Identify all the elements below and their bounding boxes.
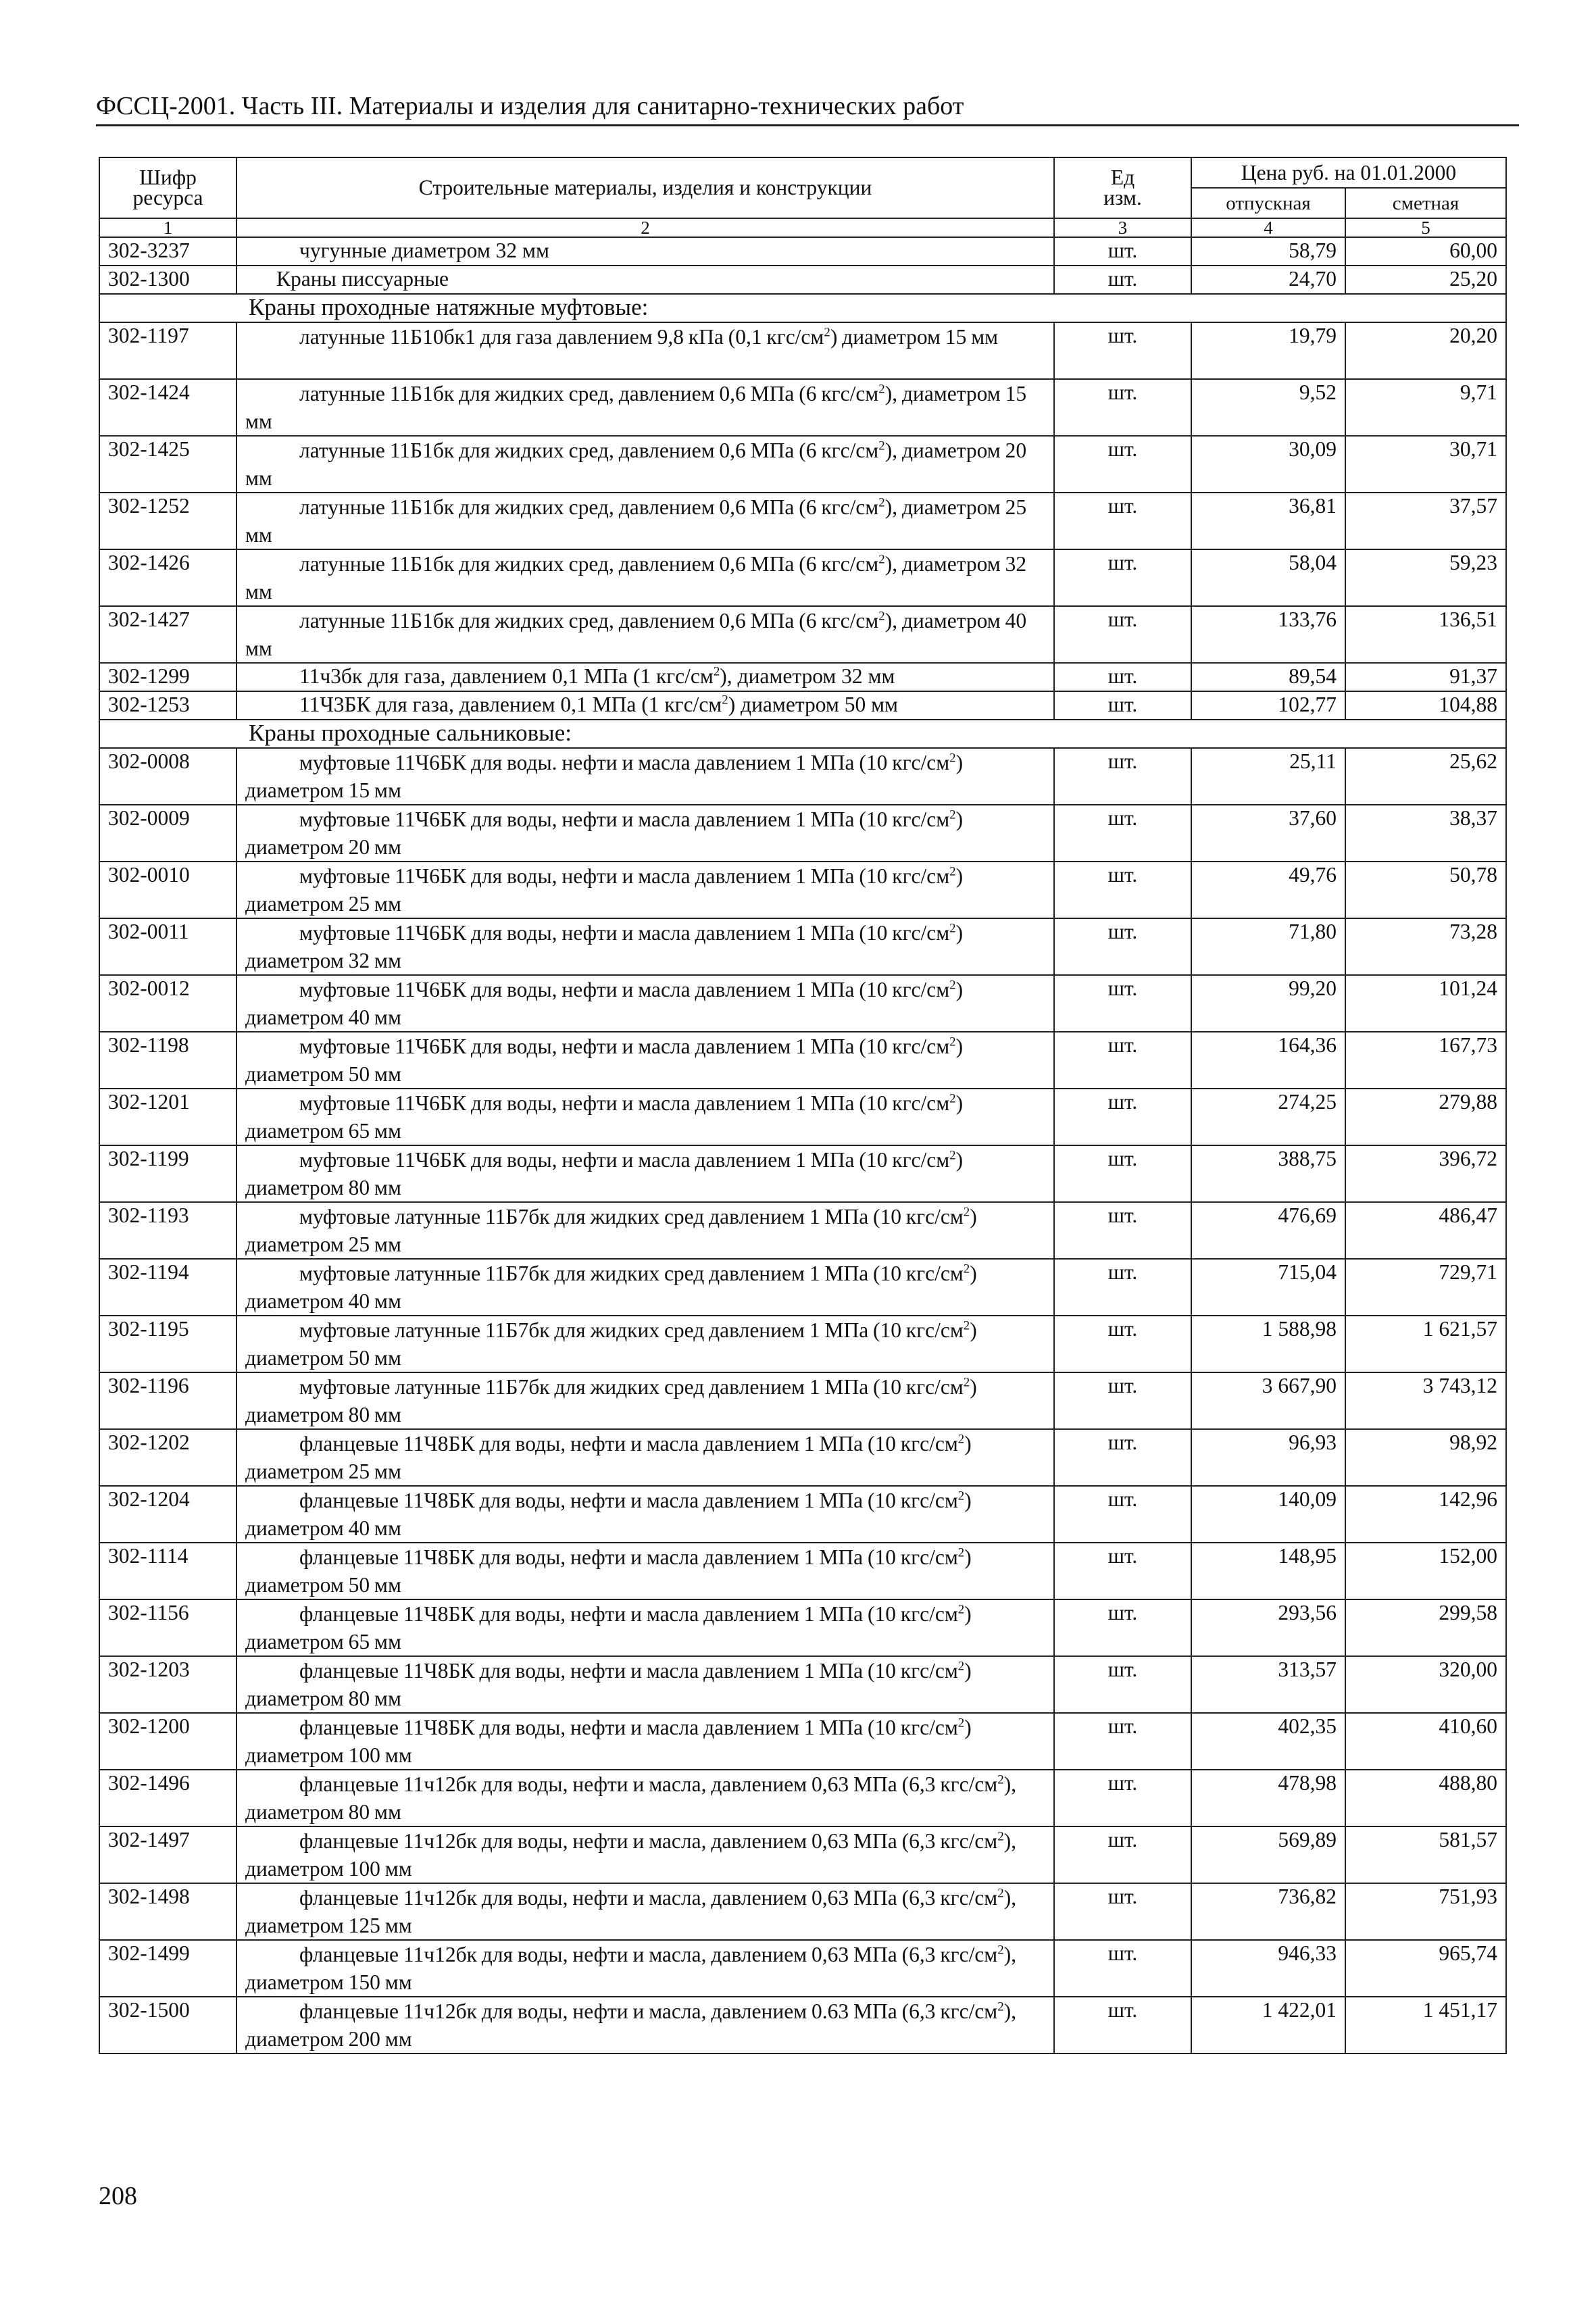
- header-estimate-price: сметная: [1345, 188, 1506, 218]
- table-row: [99, 1826, 1506, 1883]
- table-row: [99, 1145, 1506, 1202]
- cell-estimate-price: 1 621,57: [1345, 1316, 1506, 1372]
- cell-code: 302-1203: [99, 1656, 236, 1713]
- table-row: [99, 1656, 1506, 1713]
- cell-code: 302-0011: [99, 918, 236, 975]
- cell-unit: шт.: [1054, 1997, 1191, 2053]
- cell-name-text: 11Ч3БК для газа, давлением 0,1 МПа (1 кгс/$см^2$) диаметром 50 мм: [299, 693, 898, 716]
- cell-code: 302-0012: [99, 975, 236, 1032]
- cell-release-price: 37,60: [1191, 805, 1345, 862]
- cell-code: 302-0010: [99, 862, 236, 918]
- cell-name: [236, 1372, 1054, 1429]
- cell-code: 302-0009: [99, 805, 236, 862]
- table-row: [99, 1089, 1506, 1145]
- cell-name: [236, 691, 1054, 720]
- cell-estimate-price: 3 743,12: [1345, 1372, 1506, 1429]
- cell-name-text: фланцевые 11Ч8БК для воды, нефти и масла давлением 1 МПа (10 кгс/$см^2$) диаметром 65 мм: [245, 1602, 972, 1653]
- table-row: [99, 1202, 1506, 1259]
- cell-name: [236, 493, 1054, 549]
- table-row: [99, 975, 1506, 1032]
- section-title: Краны проходные натяжные муфтовые:: [249, 294, 649, 320]
- cell-name: [236, 1713, 1054, 1770]
- cell-code: 302-1202: [99, 1429, 236, 1486]
- cell-name: [236, 1770, 1054, 1826]
- cell-unit: шт.: [1054, 1145, 1191, 1202]
- cell-estimate-price: 751,93: [1345, 1883, 1506, 1940]
- header-price-group: Цена руб. на 01.01.2000: [1191, 157, 1506, 188]
- cell-unit: шт.: [1054, 1543, 1191, 1599]
- cell-name: [236, 1656, 1054, 1713]
- table-row: [99, 549, 1506, 606]
- cell-release-price: 148,95: [1191, 1543, 1345, 1599]
- table-row: [99, 606, 1506, 663]
- cell-unit: шт.: [1054, 1940, 1191, 1997]
- table-row: [99, 237, 1506, 266]
- cell-name-text: латунные 11Б1бк для жидких сред, давлением 0,6 МПа (6 кгс/$см^2$), диаметром 32 мм: [245, 552, 1027, 603]
- cell-name-text: муфтовые 11Ч6БК для воды. нефти и масла давлением 1 МПа (10 кгс/$см^2$) диаметром 15 мм: [245, 751, 964, 802]
- table-row: [99, 1486, 1506, 1543]
- cell-release-price: 25,11: [1191, 748, 1345, 805]
- cell-unit: шт.: [1054, 379, 1191, 436]
- column-number: 4: [1191, 218, 1345, 237]
- cell-estimate-price: 98,92: [1345, 1429, 1506, 1486]
- cell-code: 302-1201: [99, 1089, 236, 1145]
- table-body-top: [99, 237, 1506, 322]
- cell-code: 302-1424: [99, 379, 236, 436]
- cell-name-text: муфтовые 11Ч6БК для воды, нефти и масла давлением 1 МПа (10 кгс/$см^2$) диаметром 20 мм: [245, 807, 964, 859]
- cell-release-price: 1 588,98: [1191, 1316, 1345, 1372]
- cell-release-price: 293,56: [1191, 1599, 1345, 1656]
- cell-estimate-price: 410,60: [1345, 1713, 1506, 1770]
- cell-name-text: латунные 11Б1бк для жидких сред, давлением 0,6 МПа (6 кгс/$см^2$), диаметром 40 мм: [245, 609, 1027, 660]
- cell-name: [236, 1543, 1054, 1599]
- cell-estimate-price: 104,88: [1345, 691, 1506, 720]
- column-number: 1: [99, 218, 236, 237]
- cell-release-price: 1 422,01: [1191, 1997, 1345, 2053]
- cell-name-text: муфтовые латунные 11Б7бк для жидких сред давлением 1 МПа (10 кгс/$см^2$) диаметром 80 мм: [245, 1375, 977, 1426]
- cell-estimate-price: 25,62: [1345, 748, 1506, 805]
- cell-estimate-price: 9,71: [1345, 379, 1506, 436]
- cell-estimate-price: 152,00: [1345, 1543, 1506, 1599]
- header-code: Шифр ресурса: [99, 157, 236, 218]
- cell-release-price: 133,76: [1191, 606, 1345, 663]
- cell-code: 302-1199: [99, 1145, 236, 1202]
- cell-name-text: латунные 11Б1бк для жидких сред, давлением 0,6 МПа (6 кгс/$см^2$), диаметром 25 мм: [245, 495, 1027, 547]
- cell-unit: шт.: [1054, 1486, 1191, 1543]
- cell-code: 302-1427: [99, 606, 236, 663]
- cell-code: 302-1498: [99, 1883, 236, 1940]
- cell-estimate-price: 167,73: [1345, 1032, 1506, 1089]
- cell-unit: шт.: [1054, 663, 1191, 691]
- cell-code: 302-1500: [99, 1997, 236, 2053]
- page-header: ФССЦ-2001. Часть III. Материалы и изделия для санитарно-технических работ: [96, 91, 1519, 126]
- cell-name: [236, 549, 1054, 606]
- cell-estimate-price: 136,51: [1345, 606, 1506, 663]
- cell-unit: шт.: [1054, 1202, 1191, 1259]
- cell-code: 302-1200: [99, 1713, 236, 1770]
- cell-unit: шт.: [1054, 862, 1191, 918]
- column-number: 3: [1054, 218, 1191, 237]
- cell-estimate-price: 59,23: [1345, 549, 1506, 606]
- cell-release-price: 9,52: [1191, 379, 1345, 436]
- table-row: [99, 1770, 1506, 1826]
- cell-unit: шт.: [1054, 436, 1191, 493]
- column-numbers-row: [99, 218, 1506, 237]
- cell-name: [236, 1316, 1054, 1372]
- cell-name-text: чугунные диаметром 32 мм: [299, 239, 549, 262]
- cell-name: [236, 1883, 1054, 1940]
- cell-unit: шт.: [1054, 1656, 1191, 1713]
- cell-unit: шт.: [1054, 1713, 1191, 1770]
- cell-name-text: муфтовые 11Ч6БК для воды, нефти и масла давлением 1 МПа (10 кгс/$см^2$) диаметром 25 мм: [245, 864, 964, 916]
- cell-name-text: латунные 11Б10бк1 для газа давлением 9,8 кПа (0,1 кгс/$см^2$) диаметром 15 мм: [299, 325, 999, 349]
- cell-estimate-price: 20,20: [1345, 322, 1506, 379]
- cell-estimate-price: 486,47: [1345, 1202, 1506, 1259]
- cell-estimate-price: 101,24: [1345, 975, 1506, 1032]
- cell-release-price: 715,04: [1191, 1259, 1345, 1316]
- cell-unit: шт.: [1054, 237, 1191, 266]
- cell-unit: шт.: [1054, 748, 1191, 805]
- cell-estimate-price: 299,58: [1345, 1599, 1506, 1656]
- cell-release-price: 3 667,90: [1191, 1372, 1345, 1429]
- cell-estimate-price: 396,72: [1345, 1145, 1506, 1202]
- section-header-row: [99, 294, 1506, 322]
- cell-name-text: фланцевые 11ч12бк для воды, нефти и масла, давлением 0,63 МПа (6,3 кгс/$см^2$), диаметром 125 мм: [245, 1886, 1017, 1937]
- cell-release-price: 478,98: [1191, 1770, 1345, 1826]
- cell-name: [236, 918, 1054, 975]
- cell-release-price: 96,93: [1191, 1429, 1345, 1486]
- cell-estimate-price: 73,28: [1345, 918, 1506, 975]
- cell-code: 302-1426: [99, 549, 236, 606]
- cell-estimate-price: 30,71: [1345, 436, 1506, 493]
- table-row: [99, 1713, 1506, 1770]
- cell-release-price: 102,77: [1191, 691, 1345, 720]
- cell-name-text: фланцевые 11ч12бк для воды, нефти и масла, давлением 0,63 МПа (6,3 кгс/$см^2$), диаметром 100 мм: [245, 1829, 1017, 1881]
- cell-name: [236, 436, 1054, 493]
- cell-release-price: 476,69: [1191, 1202, 1345, 1259]
- cell-code: 302-1197: [99, 322, 236, 379]
- cell-unit: шт.: [1054, 1316, 1191, 1372]
- cell-estimate-price: 965,74: [1345, 1940, 1506, 1997]
- cell-release-price: 24,70: [1191, 266, 1345, 294]
- table-row: [99, 748, 1506, 805]
- column-number: 5: [1345, 218, 1506, 237]
- cell-unit: шт.: [1054, 1826, 1191, 1883]
- cell-unit: шт.: [1054, 1429, 1191, 1486]
- cell-release-price: 402,35: [1191, 1713, 1345, 1770]
- cell-name-text: муфтовые 11Ч6БК для воды, нефти и масла давлением 1 МПа (10 кгс/$см^2$) диаметром 50 мм: [245, 1035, 964, 1086]
- cell-name: [236, 975, 1054, 1032]
- cell-name: [236, 606, 1054, 663]
- cell-name-text: Краны писсуарные: [276, 267, 449, 291]
- cell-name: [236, 1259, 1054, 1316]
- cell-name: [236, 1089, 1054, 1145]
- cell-estimate-price: 320,00: [1345, 1656, 1506, 1713]
- cell-unit: шт.: [1054, 1259, 1191, 1316]
- table-row: [99, 1372, 1506, 1429]
- column-number: 2: [236, 218, 1054, 237]
- cell-code: 302-1499: [99, 1940, 236, 1997]
- table-row: [99, 266, 1506, 294]
- cell-code: 302-1114: [99, 1543, 236, 1599]
- table-row: [99, 1997, 1506, 2053]
- table-row: [99, 379, 1506, 436]
- cell-code: 302-1497: [99, 1826, 236, 1883]
- cell-code: 302-1198: [99, 1032, 236, 1089]
- cell-release-price: 313,57: [1191, 1656, 1345, 1713]
- table-body-section-2: [99, 748, 1506, 2053]
- cell-release-price: 19,79: [1191, 322, 1345, 379]
- cell-name: [236, 748, 1054, 805]
- cell-name: [236, 1486, 1054, 1543]
- cell-release-price: 58,04: [1191, 549, 1345, 606]
- cell-name-text: латунные 11Б1бк для жидких сред, давлением 0,6 МПа (6 кгс/$см^2$), диаметром 20 мм: [245, 439, 1027, 490]
- cell-unit: шт.: [1054, 266, 1191, 294]
- table-row: [99, 691, 1506, 720]
- cell-name: [236, 1202, 1054, 1259]
- table-row: [99, 1883, 1506, 1940]
- cell-name: [236, 805, 1054, 862]
- cell-estimate-price: 581,57: [1345, 1826, 1506, 1883]
- section-header-row: [99, 720, 1506, 748]
- cell-name: [236, 237, 1054, 266]
- cell-name-text: 11ч3бк для газа, давлением 0,1 МПа (1 кгс/$см^2$), диаметром 32 мм: [299, 664, 895, 688]
- cell-release-price: 36,81: [1191, 493, 1345, 549]
- cell-release-price: 569,89: [1191, 1826, 1345, 1883]
- table-row: [99, 1543, 1506, 1599]
- cell-estimate-price: 60,00: [1345, 237, 1506, 266]
- cell-name-text: фланцевые 11Ч8БК для воды, нефти и масла давлением 1 МПа (10 кгс/$см^2$) диаметром 25 мм: [245, 1432, 972, 1483]
- cell-unit: шт.: [1054, 549, 1191, 606]
- cell-estimate-price: 37,57: [1345, 493, 1506, 549]
- cell-code: 302-1156: [99, 1599, 236, 1656]
- cell-name: [236, 1032, 1054, 1089]
- cell-code: 302-1299: [99, 663, 236, 691]
- cell-code: 302-1204: [99, 1486, 236, 1543]
- cell-name-text: латунные 11Б1бк для жидких сред, давлением 0,6 МПа (6 кгс/$см^2$), диаметром 15 мм: [245, 382, 1027, 433]
- cell-unit: шт.: [1054, 322, 1191, 379]
- cell-name: [236, 862, 1054, 918]
- cell-release-price: 736,82: [1191, 1883, 1345, 1940]
- cell-name: [236, 1826, 1054, 1883]
- cell-name: [236, 663, 1054, 691]
- cell-code: 302-0008: [99, 748, 236, 805]
- cell-name: [236, 1429, 1054, 1486]
- table-header-row: [99, 157, 1506, 188]
- cell-name: [236, 1145, 1054, 1202]
- table-row: [99, 1316, 1506, 1372]
- cell-name-text: фланцевые 11Ч8БК для воды, нефти и масла давлением 1 МПа (10 кгс/$см^2$) диаметром 100 мм: [245, 1716, 972, 1767]
- cell-estimate-price: 38,37: [1345, 805, 1506, 862]
- cell-release-price: 946,33: [1191, 1940, 1345, 1997]
- cell-estimate-price: 1 451,17: [1345, 1997, 1506, 2053]
- cell-unit: шт.: [1054, 1599, 1191, 1656]
- cell-unit: шт.: [1054, 1089, 1191, 1145]
- table-row: [99, 1599, 1506, 1656]
- cell-release-price: 140,09: [1191, 1486, 1345, 1543]
- cell-estimate-price: 488,80: [1345, 1770, 1506, 1826]
- cell-unit: шт.: [1054, 805, 1191, 862]
- cell-unit: шт.: [1054, 918, 1191, 975]
- cell-unit: шт.: [1054, 1883, 1191, 1940]
- cell-unit: шт.: [1054, 1032, 1191, 1089]
- table-body-section-1: [99, 322, 1506, 720]
- cell-release-price: 99,20: [1191, 975, 1345, 1032]
- section-title: Краны проходные сальниковые:: [249, 720, 572, 746]
- cell-release-price: 30,09: [1191, 436, 1345, 493]
- cell-code: 302-1300: [99, 266, 236, 294]
- cell-name-text: муфтовые 11Ч6БК для воды, нефти и масла давлением 1 МПа (10 кгс/$см^2$) диаметром 65 мм: [245, 1091, 964, 1143]
- cell-code: 302-1253: [99, 691, 236, 720]
- cell-release-price: 58,79: [1191, 237, 1345, 266]
- table-body-section-2-header: [99, 720, 1506, 748]
- cell-unit: шт.: [1054, 606, 1191, 663]
- cell-unit: шт.: [1054, 1372, 1191, 1429]
- cell-name-text: муфтовые латунные 11Б7бк для жидких сред давлением 1 МПа (10 кгс/$см^2$) диаметром 25 мм: [245, 1205, 977, 1256]
- cell-code: 302-1496: [99, 1770, 236, 1826]
- cell-release-price: 164,36: [1191, 1032, 1345, 1089]
- cell-code: 302-1194: [99, 1259, 236, 1316]
- cell-release-price: 274,25: [1191, 1089, 1345, 1145]
- cell-name-text: муфтовые латунные 11Б7бк для жидких сред давлением 1 МПа (10 кгс/$см^2$) диаметром 50 мм: [245, 1318, 977, 1370]
- header-unit: Ед изм.: [1054, 157, 1191, 218]
- cell-estimate-price: 729,71: [1345, 1259, 1506, 1316]
- table-row: [99, 1940, 1506, 1997]
- cell-estimate-price: 91,37: [1345, 663, 1506, 691]
- table-row: [99, 322, 1506, 379]
- cell-name-text: фланцевые 11Ч8БК для воды, нефти и масла давлением 1 МПа (10 кгс/$см^2$) диаметром 50 мм: [245, 1545, 972, 1597]
- cell-code: 302-1193: [99, 1202, 236, 1259]
- page-number: 208: [99, 2182, 137, 2210]
- cell-unit: шт.: [1054, 691, 1191, 720]
- cell-name-text: муфтовые 11Ч6БК для воды, нефти и масла давлением 1 МПа (10 кгс/$см^2$) диаметром 40 мм: [245, 978, 964, 1029]
- table-row: [99, 493, 1506, 549]
- cell-name-text: фланцевые 11Ч8БК для воды, нефти и масла давлением 1 МПа (10 кгс/$см^2$) диаметром 80 мм: [245, 1659, 972, 1710]
- cell-code: 302-1252: [99, 493, 236, 549]
- cell-unit: шт.: [1054, 975, 1191, 1032]
- cell-unit: шт.: [1054, 493, 1191, 549]
- cell-code: 302-1195: [99, 1316, 236, 1372]
- table-row: [99, 663, 1506, 691]
- cell-name-text: фланцевые 11ч12бк для воды, нефти и масла, давлением 0,63 МПа (6,3 кгс/$см^2$), диаметром 150 мм: [245, 1943, 1017, 1994]
- price-table: [99, 157, 1507, 2054]
- cell-name-text: муфтовые 11Ч6БК для воды, нефти и масла давлением 1 МПа (10 кгс/$см^2$) диаметром 80 мм: [245, 1148, 964, 1199]
- header-release-price: отпускная: [1191, 188, 1345, 218]
- header-name: Строительные материалы, изделия и конструкции: [236, 157, 1054, 218]
- table-row: [99, 436, 1506, 493]
- cell-estimate-price: 50,78: [1345, 862, 1506, 918]
- cell-name: [236, 322, 1054, 379]
- cell-name-text: муфтовые латунные 11Б7бк для жидких сред давлением 1 МПа (10 кгс/$см^2$) диаметром 40 мм: [245, 1262, 977, 1313]
- cell-name-text: фланцевые 11ч12бк для воды, нефти и масла, давлением 0,63 МПа (6,3 кгс/$см^2$), диаметром 80 мм: [245, 1772, 1017, 1824]
- cell-release-price: 388,75: [1191, 1145, 1345, 1202]
- cell-name: [236, 1940, 1054, 1997]
- cell-code: 302-1196: [99, 1372, 236, 1429]
- cell-unit: шт.: [1054, 1770, 1191, 1826]
- cell-name-text: фланцевые 11ч12бк для воды, нефти и масла, давлением 0.63 МПа (6,3 кгс/$см^2$), диаметром 200 мм: [245, 1999, 1017, 2051]
- cell-code: 302-1425: [99, 436, 236, 493]
- cell-name: [236, 1997, 1054, 2053]
- cell-name: [236, 379, 1054, 436]
- cell-name: [236, 266, 1054, 294]
- table-row: [99, 1429, 1506, 1486]
- table-row: [99, 862, 1506, 918]
- cell-release-price: 49,76: [1191, 862, 1345, 918]
- table-row: [99, 1032, 1506, 1089]
- cell-estimate-price: 142,96: [1345, 1486, 1506, 1543]
- table-row: [99, 805, 1506, 862]
- cell-name: [236, 1599, 1054, 1656]
- cell-release-price: 89,54: [1191, 663, 1345, 691]
- cell-name-text: фланцевые 11Ч8БК для воды, нефти и масла давлением 1 МПа (10 кгс/$см^2$) диаметром 40 мм: [245, 1489, 972, 1540]
- cell-code: 302-3237: [99, 237, 236, 266]
- table-row: [99, 1259, 1506, 1316]
- cell-release-price: 71,80: [1191, 918, 1345, 975]
- cell-estimate-price: 25,20: [1345, 266, 1506, 294]
- cell-name-text: муфтовые 11Ч6БК для воды, нефти и масла давлением 1 МПа (10 кгс/$см^2$) диаметром 32 мм: [245, 921, 964, 972]
- cell-estimate-price: 279,88: [1345, 1089, 1506, 1145]
- table-row: [99, 918, 1506, 975]
